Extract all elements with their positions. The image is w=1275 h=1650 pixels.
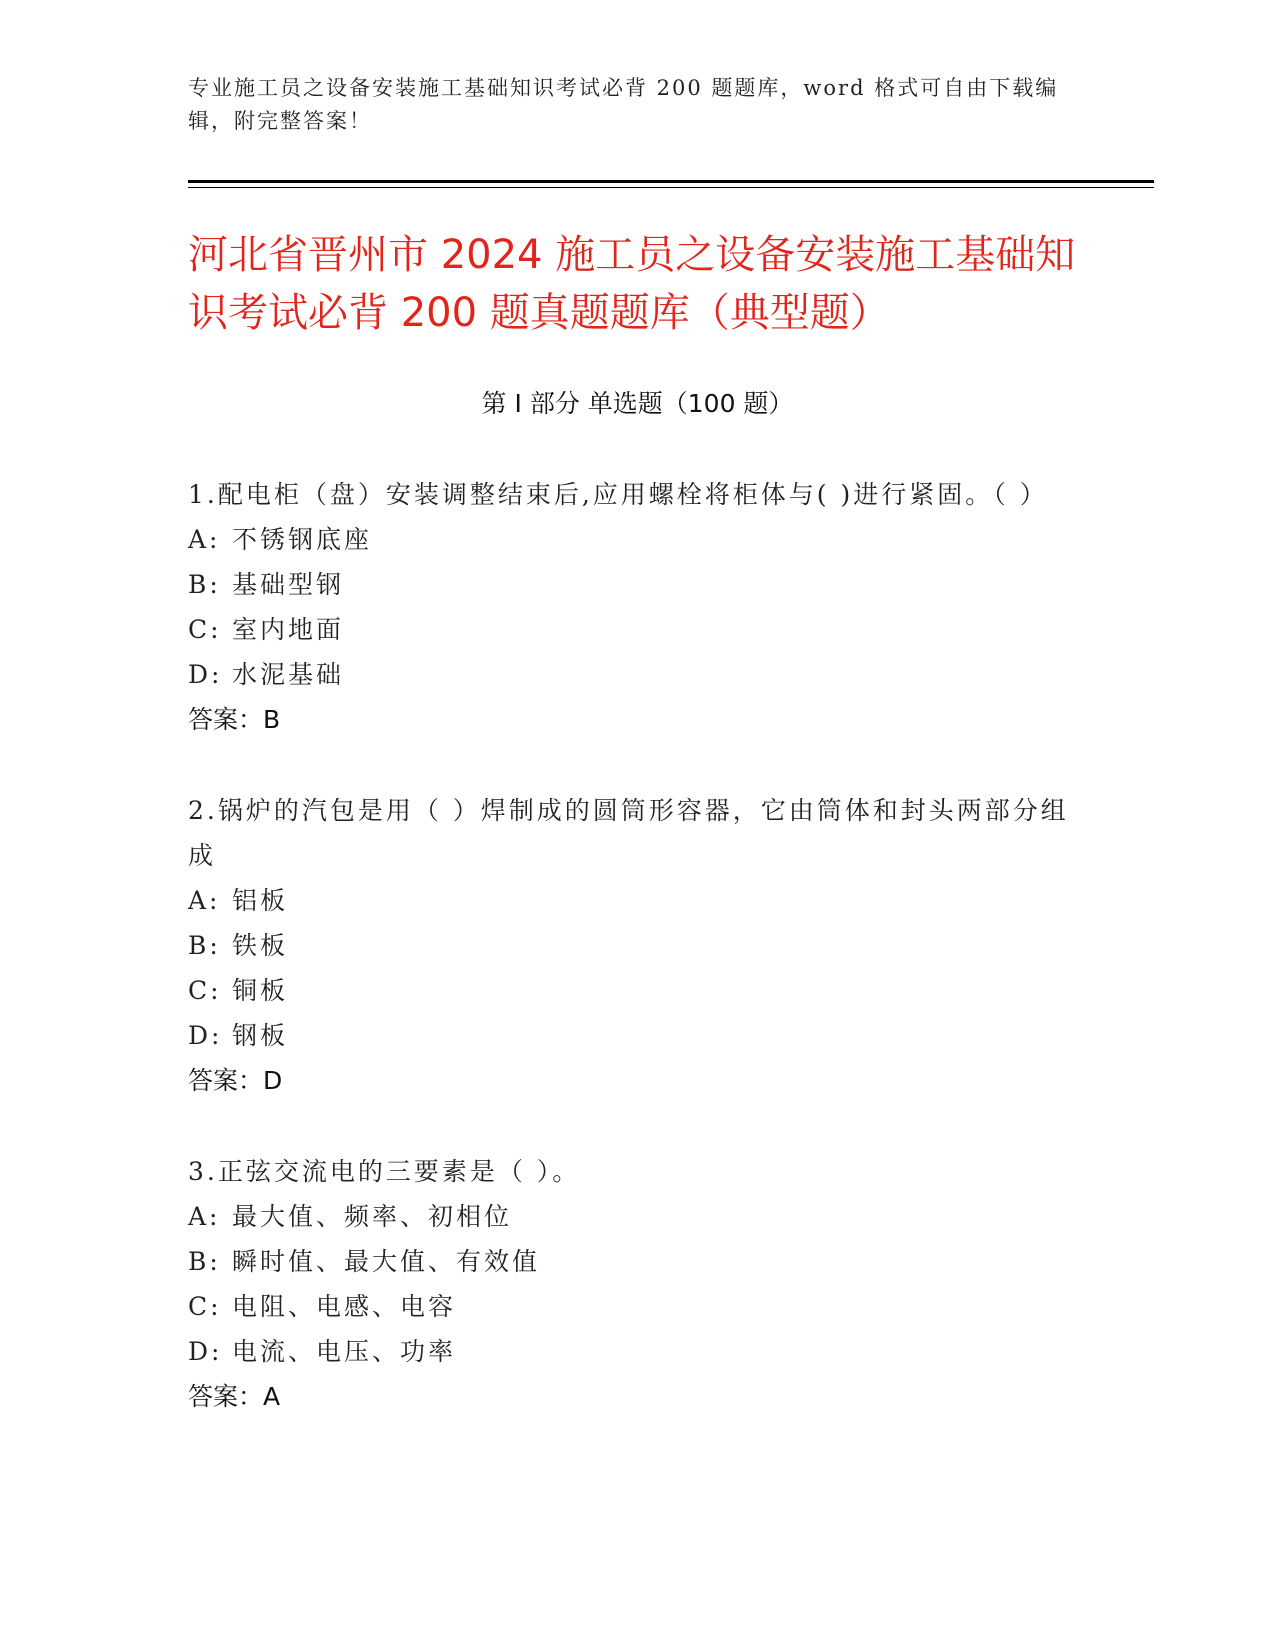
section-title: 第 I 部分 单选题（100 题） [481,389,794,418]
option-letter: A: [188,1202,221,1231]
option-letter: B: [188,570,221,599]
option-letter: D: [188,1021,223,1050]
option-text: 铜板 [232,976,289,1005]
option-letter: D: [188,1337,223,1366]
option-a [188,1194,1088,1239]
option-letter: C: [188,1292,222,1321]
option-text: 铝板 [232,886,289,915]
option-text: 电流、电压、功率 [232,1337,457,1366]
question-3 [188,1149,1088,1419]
option-d [188,1013,1088,1058]
option-letter: C: [188,615,222,644]
header-divider-thin [188,187,1154,188]
answer-line: 答案：D [188,1066,283,1095]
option-text: 电阻、电感、电容 [232,1292,457,1321]
answer-line: 答案：A [188,1382,281,1411]
header-note: 专业施工员之设备安装施工基础知识考试必背 200 题题库，word 格式可自由下载编辑，附完整答案！ [188,76,1059,133]
option-a [188,517,1088,562]
document-title: 河北省晋州市 2024 施工员之设备安装施工基础知识考试必背 200 题真题题库（典型题） [188,232,1076,336]
option-b [188,1239,1088,1284]
question-stem: 2.锅炉的汽包是用（ ）焊制成的圆筒形容器，它由筒体和封头两部分组成 [188,796,1069,870]
option-letter: D: [188,660,223,689]
option-d [188,1329,1088,1374]
option-b [188,562,1088,607]
option-text: 水泥基础 [232,660,345,689]
question-2 [188,788,1088,1103]
option-text: 室内地面 [232,615,345,644]
option-text: 瞬时值、最大值、有效值 [232,1247,541,1276]
option-c [188,1284,1088,1329]
option-d [188,652,1088,697]
option-text: 基础型钢 [232,570,345,599]
option-c [188,607,1088,652]
header-divider-thick [188,180,1154,183]
option-letter: B: [188,931,221,960]
option-letter: C: [188,976,222,1005]
option-text: 钢板 [232,1021,289,1050]
option-c [188,968,1088,1013]
option-b [188,923,1088,968]
option-a [188,878,1088,923]
answer-line: 答案：B [188,705,281,734]
question-stem: 3.正弦交流电的三要素是（ ）。 [188,1157,581,1186]
option-text: 铁板 [232,931,289,960]
option-text: 最大值、频率、初相位 [232,1202,513,1231]
question-stem: 1.配电柜（盘）安装调整结束后,应用螺栓将柜体与( )进行紧固。（ ） [188,480,1048,509]
option-letter: A: [188,886,221,915]
option-letter: B: [188,1247,221,1276]
option-letter: A: [188,525,221,554]
option-text: 不锈钢底座 [232,525,373,554]
question-list [188,472,1088,1465]
question-1 [188,472,1088,742]
